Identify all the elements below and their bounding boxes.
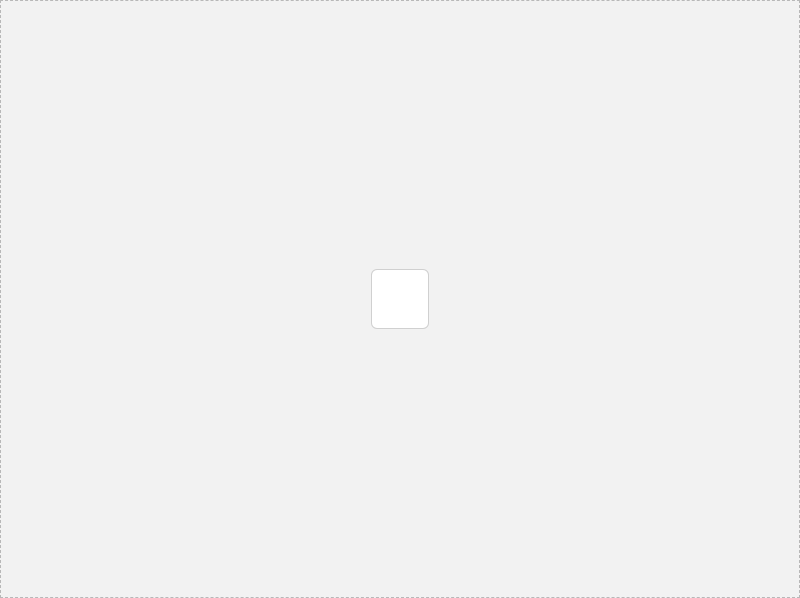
placeholder-panel xyxy=(371,269,429,329)
